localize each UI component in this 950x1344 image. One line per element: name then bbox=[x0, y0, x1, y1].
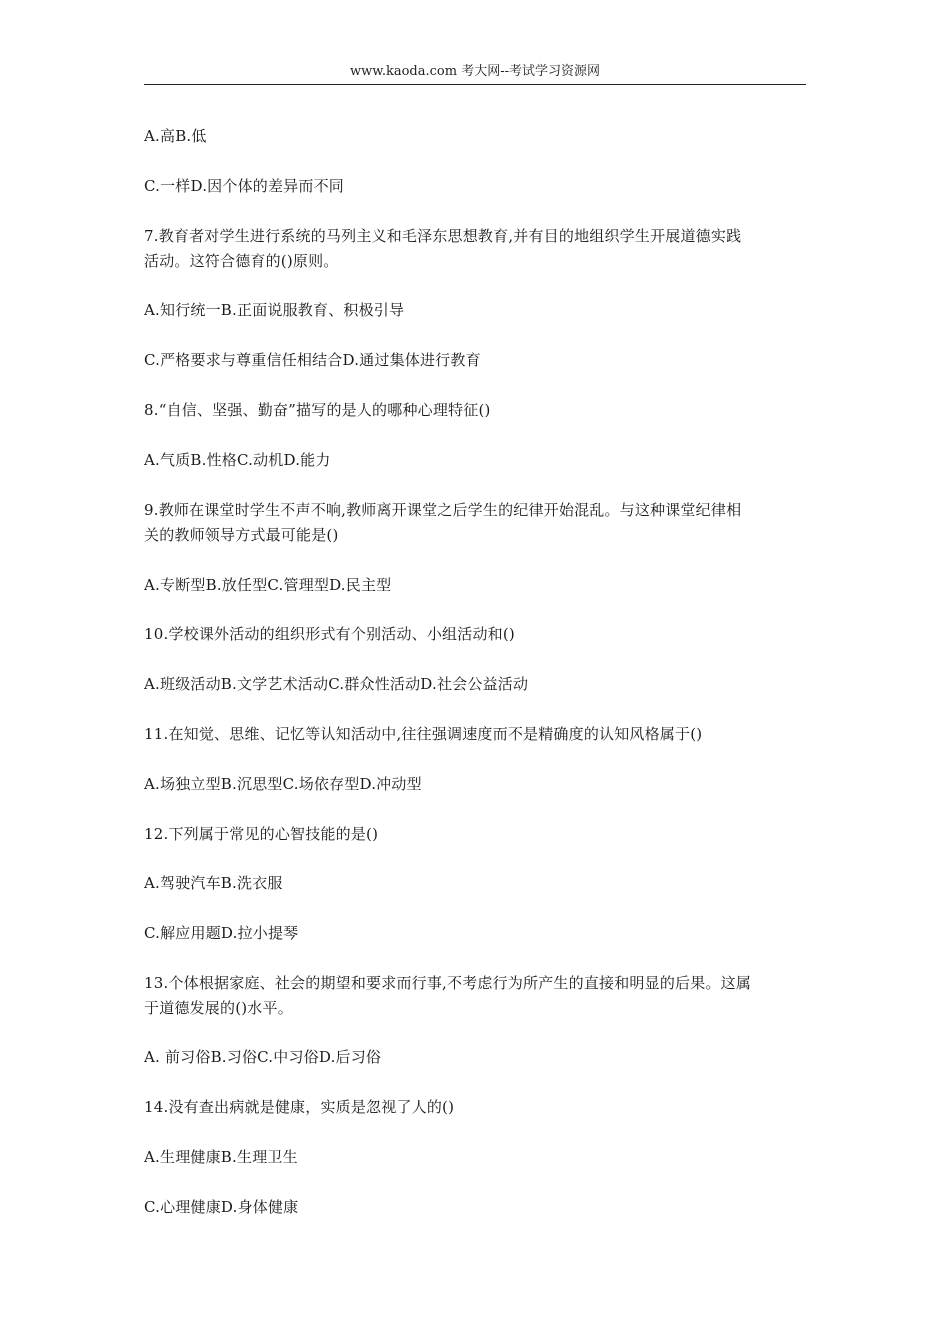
option-line: A. 前习俗B.习俗C.中习俗D.后习俗 bbox=[144, 1048, 382, 1066]
question-line: 12.下列属于常见的心智技能的是() bbox=[144, 825, 379, 843]
option-line: A.生理健康B.生理卫生 bbox=[144, 1148, 298, 1166]
question-line: 7.教育者对学生进行系统的马列主义和毛泽东思想教育,并有目的地组织学生开展道德实践 bbox=[144, 227, 742, 245]
option-line: A.驾驶汽车B.洗衣服 bbox=[144, 874, 283, 892]
option-line: A.班级活动B.文学艺术活动C.群众性活动D.社会公益活动 bbox=[144, 675, 529, 693]
question-line: 8.“自信、坚强、勤奋”描写的是人的哪种心理特征() bbox=[144, 401, 491, 419]
option-line: C.严格要求与尊重信任相结合D.通过集体进行教育 bbox=[144, 351, 481, 369]
page-header bbox=[144, 62, 806, 85]
option-line: A.场独立型B.沉思型C.场依存型D.冲动型 bbox=[144, 775, 422, 793]
question-line: 11.在知觉、思维、记忆等认知活动中,往往强调速度而不是精确度的认知风格属于() bbox=[144, 725, 703, 743]
question-line: 于道德发展的()水平。 bbox=[144, 999, 293, 1017]
header-text: www.kaoda.com 考大网--考试学习资源网 bbox=[350, 64, 600, 79]
question-line: 9.教师在课堂时学生不声不响,教师离开课堂之后学生的纪律开始混乱。与这种课堂纪律相 bbox=[144, 501, 742, 519]
question-line: 关的教师领导方式最可能是() bbox=[144, 526, 339, 544]
option-line: C.解应用题D.拉小提琴 bbox=[144, 924, 299, 942]
question-line: 10.学校课外活动的组织形式有个别活动、小组活动和() bbox=[144, 625, 515, 643]
option-line: A.高B.低 bbox=[144, 127, 207, 145]
question-line: 13.个体根据家庭、社会的期望和要求而行事,不考虑行为所产生的直接和明显的后果。这属 bbox=[144, 974, 752, 992]
option-line: A.专断型B.放任型C.管理型D.民主型 bbox=[144, 576, 392, 594]
option-line: C.心理健康D.身体健康 bbox=[144, 1198, 299, 1216]
option-line: A.知行统一B.正面说服教育、积极引导 bbox=[144, 301, 405, 319]
option-line: C.一样D.因个体的差异而不同 bbox=[144, 177, 344, 195]
question-line: 14.没有查出病就是健康，实质是忽视了人的() bbox=[144, 1098, 455, 1116]
question-line: 活动。这符合德育的()原则。 bbox=[144, 252, 339, 270]
option-line: A.气质B.性格C.动机D.能力 bbox=[144, 451, 331, 469]
